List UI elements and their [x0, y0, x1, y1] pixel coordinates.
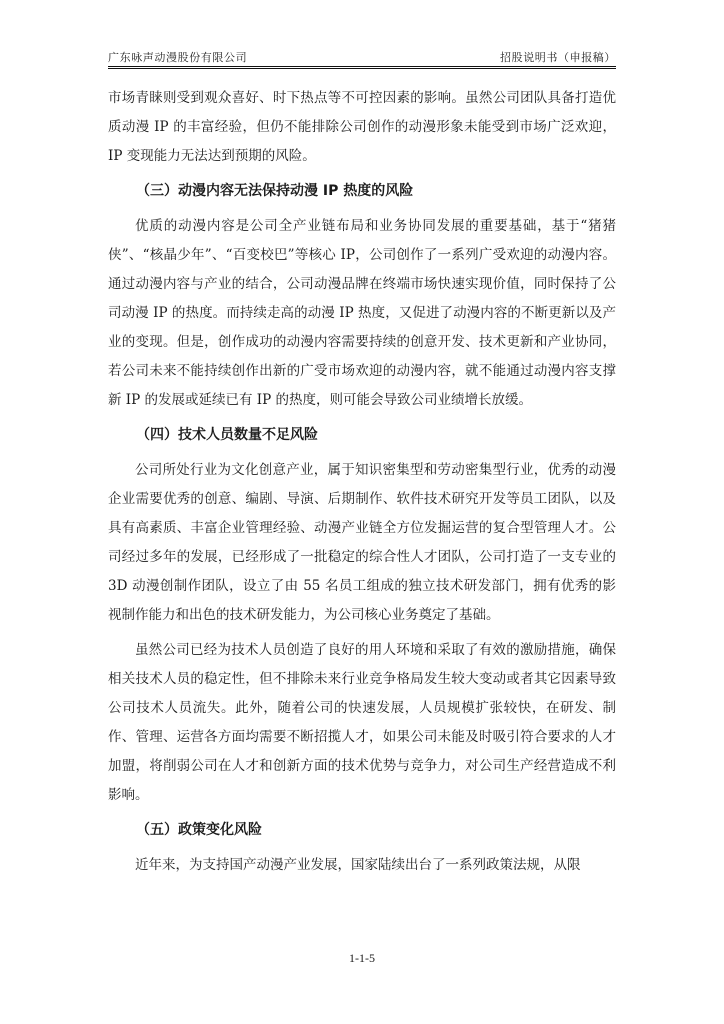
paragraph-ip-popularity: 优质的动漫内容是公司全产业链布局和业务协同发展的重要基础，基于“猪猪侠”、“核晶少年”、“百变校巴”等核心 IP，公司创作了一系列广受欢迎的动漫内容。通过动漫内容与产业的结合，公司动漫品牌在终端市场快速实现价值，同时保持了公司动漫 IP 的热度。而持续走高的动漫 IP 热度，又促进了动漫内容的不断更新以及产业的变现。但是，创作成功的动漫内容需要持续的创意开发、技术更新和产业协同，若公司未来不能持续创作出新的广受市场欢迎的动漫内容，就不能通过动漫内容支撑新 IP 的发展或延续已有 IP 的热度，则可能会导致公司业绩增长放缓。 — [108, 218, 616, 408]
paragraph-talent-team: 公司所处行业为文化创意产业，属于知识密集型和劳动密集型行业，优秀的动漫企业需要优秀的创意、编剧、导演、后期制作、软件技术研究开发等员工团队，以及具有高素质、丰富企业管理经验、动漫产业链全方位发掘运营的复合型管理人才。公司经过多年的发展，已经形成了一批稳定的综合性人才团队，公司打造了一支专业的 3D 动漫创制作团队，设立了由 55 名员工组成的独立技术研发部门，拥有优秀的影视制作能力和出色的技术研发能力，为公司核心业务奠定了基础。 — [108, 462, 616, 623]
section-heading-4: （四）技术人员数量不足风险 — [136, 427, 318, 443]
page-body — [108, 84, 616, 880]
paragraph-talent-loss: 虽然公司已经为技术人员创造了良好的用人环境和采取了有效的激励措施，确保相关技术人员的稳定性，但不排除未来行业竞争格局发生较大变动或者其它因素导致公司技术人员流失。此外，随着公司的快速发展，人员规模扩张较快，在研发、制作、管理、运营各方面均需要不断招揽人才，如果公司未能及时吸引符合要求的人才加盟，将削弱公司在人才和创新方面的技术优势与竞争力，对公司生产经营造成不利影响。 — [108, 642, 616, 803]
header-rule-top — [108, 66, 616, 67]
header-company-name: 广东咏声动漫股份有限公司 — [108, 51, 248, 64]
paragraph-continued: 市场青睐则受到观众喜好、时下热点等不可控因素的影响。虽然公司团队具备打造优质动漫 IP 的丰富经验，但仍不能排除公司创作的动漫形象未能受到市场广泛欢迎，IP 变现能力无法达到预期的风险。 — [108, 90, 616, 164]
header-document-type: 招股说明书（申报稿） — [500, 51, 616, 64]
page-number: 1-1-5 — [349, 951, 375, 965]
header-rule-bottom — [108, 68, 616, 69]
section-heading-3: （三）动漫内容无法保持动漫 IP 热度的风险 — [136, 183, 414, 199]
paragraph-policy: 近年来，为支持国产动漫产业发展，国家陆续出台了一系列政策法规，从限 — [135, 857, 581, 873]
section-heading-5: （五）政策变化风险 — [136, 822, 262, 838]
